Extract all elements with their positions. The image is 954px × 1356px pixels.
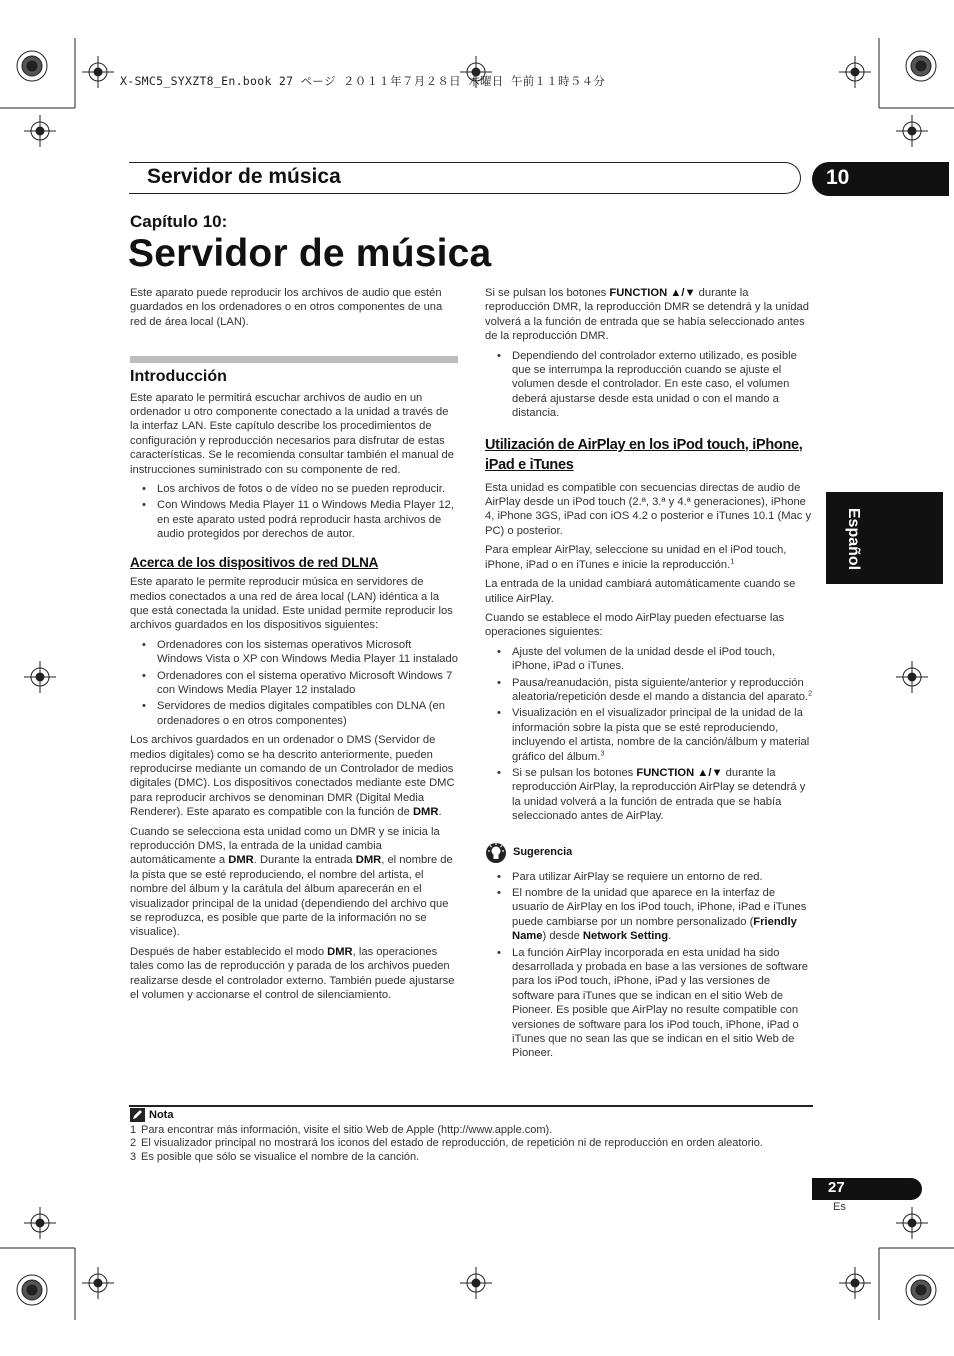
airplay-operations-list	[485, 645, 813, 824]
dms-paragraph: Los archivos guardados en un ordenador o DMS (Servidor de medios digitales) como se ha descrito anteriormente, pueden reproducirse mediante un comando de un Controlador de medios digitales (DMC). Los dispositivos conectados mediante este DMC para reproducir archivos se denominan DMR (Digital Media Renderer). Este aparato es compatible con la función de DMR.	[130, 734, 455, 819]
left-column	[130, 286, 458, 1007]
list-item: • Si se pulsan los botones FUNCTION ▲/▼ durante la reproducción AirPlay, la reproducción AirPlay se detendrá y la unidad volverá a la función de entrada que se había seleccionado antes de AirPlay.	[485, 766, 813, 824]
list-item: • La función AirPlay incorporada en esta unidad ha sido desarrollada y probada en base a las versiones de software para los iPod touch, iPhone, iPad y las versiones de software para iTunes que se indican en el sitio Web de Pioneer. Es posible que AirPlay no resulte compatible con versiones de software para los iPod touch, iPhone, iPad o iTunes que no sean las que se indican en el sitio Web de Pioneer.	[485, 946, 813, 1061]
note-heading	[130, 1108, 173, 1122]
list-item: • Pausa/reanudación, pista siguiente/anterior y reproducción aleatoria/repetición desde el mando a distancia del aparato.$^2$	[485, 676, 813, 705]
list-item: • Servidores de medios digitales compatibles con DLNA (en ordenadores o en otros componentes)	[130, 699, 458, 728]
dmr-selection-paragraph: Cuando se selecciona esta unidad como un DMR y se inicia la reproducción DMS, la entrada de la unidad cambia automáticamente a DMR. Durante la entrada DMR, el nombre de la pista que se esté reproduciendo, el nombre del artista, el nombre del álbum y la carátula del álbum aparecerán en el visualizador principal de la unidad (dependiendo del archivo que se reproduzca, es posible que parte de la información no se visualice).	[130, 825, 453, 939]
dlna-list	[130, 638, 458, 728]
note-divider	[129, 1105, 813, 1107]
tip-title: Sugerencia	[513, 846, 573, 859]
list-item: • Los archivos de fotos o de vídeo no se pueden reproducir.	[130, 482, 458, 496]
introduccion-paragraph: Este aparato le permitirá escuchar archivos de audio en un ordenador u otro componente conectado a la unidad a través de la interfaz LAN. Este capítulo describe los procedimientos de configuración y reproducción necesarios para disfrutar de estas características. Se le recomienda consultar también el manual de instrucciones suministrado con su componente de red.	[130, 391, 454, 476]
chapter-number: 10	[826, 166, 850, 189]
lightbulb-icon	[485, 842, 507, 864]
list-item: • Ajuste del volumen de la unidad desde el iPod touch, iPhone, iPad o iTunes.	[485, 645, 813, 674]
list-item: • Para utilizar AirPlay se requiere un entorno de red.	[485, 870, 813, 884]
page-number: 27	[828, 1179, 845, 1196]
language-tab-label: Español	[845, 507, 862, 571]
dmr-mode-paragraph: Después de haber establecido el modo DMR, las operaciones tales como las de reproducción y parada de los archivos pueden realizarse desde el controlador externo. También puede ajustarse el volumen y accionarse el control de silenciamiento.	[130, 945, 455, 1002]
dlna-paragraph: Este aparato le permite reproducir música en servidores de medios conectados a una red de área local (LAN) idéntica a la que está conectada la unidad. Este unidad permite reproducir los archivos guardados en los dispositivos siguientes:	[130, 576, 453, 632]
note-item: 2 El visualizador principal no mostrará los iconos del estado de reproducción, de repetición ni de reproducción en orden aleatorio.	[130, 1137, 763, 1150]
list-item: • El nombre de la unidad que aparece en la interfaz de usuario de AirPlay en los iPod touch, iPhone, iPad e iTunes puede cambiarse por un nombre personalizado (Friendly Name) desde Network Setting.	[485, 886, 813, 944]
list-item: • Dependiendo del controlador externo utilizado, es posible que se interrumpa la reproducción cuando se ajuste el volumen desde el controlador. En este caso, el volumen deberá ajustarse desde esta unidad o con el mando a distancia.	[485, 349, 813, 421]
list-item: • Ordenadores con los sistemas operativos Microsoft Windows Vista o XP con Windows Media Player 11 instalado	[130, 638, 458, 667]
chapter-label: Capítulo 10:	[130, 212, 228, 231]
airplay-paragraph-3: La entrada de la unidad cambiará automáticamente cuando se utilice AirPlay.	[485, 578, 796, 605]
list-item: • Ordenadores con el sistema operativo Microsoft Windows 7 con Windows Media Player 12 instalado	[130, 669, 458, 698]
airplay-paragraph-4: Cuando se establece el modo AirPlay pueden efectuarse las operaciones siguientes:	[485, 611, 785, 639]
airplay-paragraph-2: Para emplear AirPlay, seleccione su unidad en el iPod touch, iPhone, iPad o en iTunes e inicie la reproducción.$^1$	[485, 544, 787, 571]
intro-paragraph: Este aparato puede reproducir los archivos de audio que estén guardados en los ordenadores o en otros componentes de una red de área local (LAN).	[130, 287, 443, 328]
subsection-title-dlna: Acerca de los dispositivos de red DLNA	[130, 554, 379, 570]
print-header: X-SMC5_SYXZT8_En.book 27 ページ ２０１１年７月２８日 木曜日 午前１１時５４分	[120, 74, 606, 88]
page-title: Servidor de música	[128, 232, 492, 275]
notes-list	[130, 1124, 814, 1164]
controller-list	[485, 349, 813, 421]
note-item: 3 Es posible que sólo se visualice el nombre de la canción.	[130, 1150, 420, 1163]
list-item: • Visualización en el visualizador principal de la unidad de la información sobre la pista que se esté reproduciendo, incluyendo el artista, nombre de la canción/álbum y material gráfico del álbum.$^3$	[485, 706, 813, 764]
pencil-icon	[130, 1108, 145, 1122]
subsection-title-airplay: Utilización de AirPlay en los iPod touch, iPhone, iPad e iTunes	[485, 436, 803, 473]
tip-heading	[485, 842, 813, 864]
section-title-introduccion: Introducción	[130, 368, 227, 386]
section-divider	[130, 356, 458, 363]
function-paragraph: Si se pulsan los botones FUNCTION ▲/▼ durante la reproducción DMR, la reproducción DMR se detendrá y la unidad volverá a la función de entrada que se había seleccionado antes de la reproducción DMR.	[485, 287, 809, 343]
footnote-ref: 3	[600, 747, 605, 757]
footnote-ref: 1	[730, 555, 735, 565]
note-item: 1 Para encontrar más información, visite el sitio Web de Apple (http://www.apple.com).	[130, 1124, 553, 1136]
footnote-ref: 2	[808, 688, 813, 698]
right-column	[485, 286, 813, 1066]
list-item: • Con Windows Media Player 11 o Windows Media Player 12, en este aparato usted podrá reproducir hasta archivos de audio protegidos por derechos de autor.	[130, 498, 458, 541]
tip-list	[485, 870, 813, 1061]
introduccion-list	[130, 482, 458, 542]
airplay-paragraph-1: Esta unidad es compatible con secuencias directas de audio de AirPlay desde un iPod touch (2.ª, 3.ª y 4.ª generaciones), iPhone 4, iPhone 3GS, iPad con iOS 4.2 o posterior e iTunes 10.1 (Mac y PC) o posterior.	[485, 481, 812, 537]
page-language: Es	[833, 1201, 846, 1213]
note-title: Nota	[149, 1109, 174, 1121]
header-title: Servidor de música	[147, 165, 341, 188]
